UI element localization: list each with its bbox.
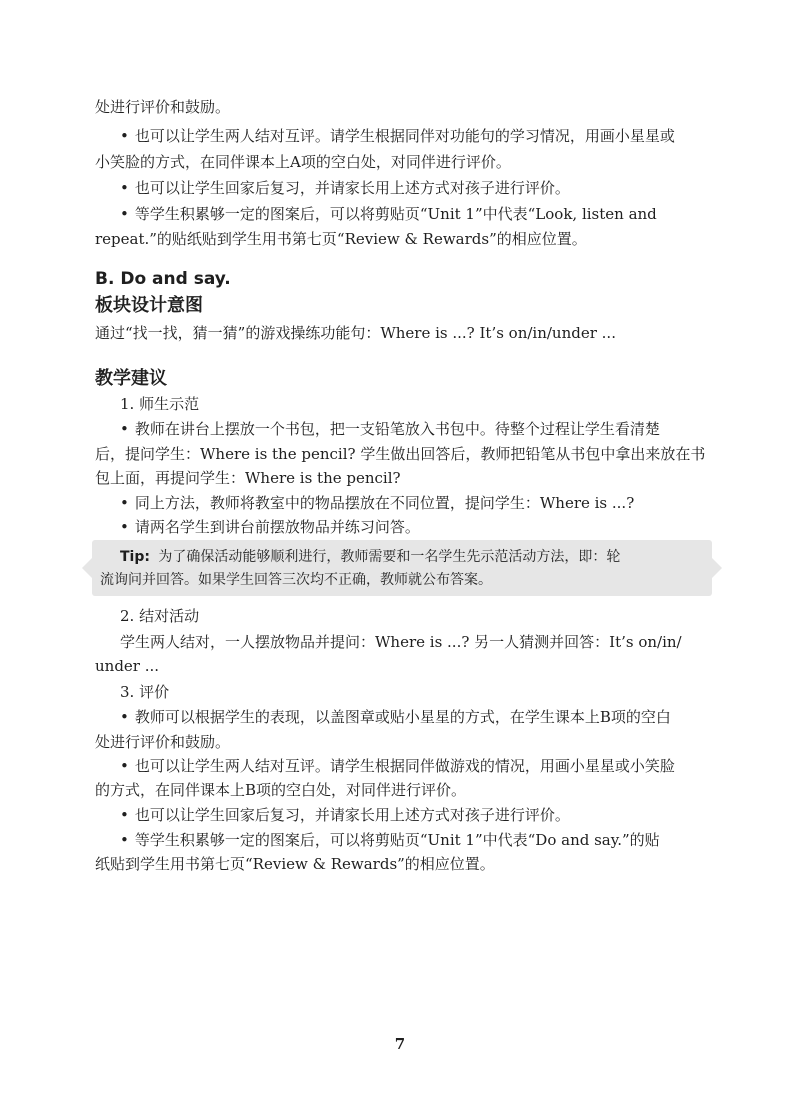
step-title: 2. 结对活动 [120,607,200,625]
bullet-marker: • [120,518,129,536]
bullet-text: 同上方法，教师将教室中的物品摆放在不同位置，提问学生：Where is ...? [134,494,635,512]
paragraph-line: 通过“找一找，猜一猜”的游戏操练功能句：Where is ...? It’s on/in/under ... [95,324,616,342]
bullet-marker: • [120,127,129,145]
bullet-marker: • [120,708,129,726]
bullet-item [120,516,705,538]
bullet-item [120,804,705,826]
paragraph-line: 包上面，再提问学生：Where is the pencil? [95,469,401,487]
bullet-item [120,829,705,851]
bullet-text: 也可以让学生两人结对互评。请学生根据同伴做游戏的情况，用画小星星或小笑脸 [134,757,675,775]
bullet-text: 等学生积累够一定的图案后，可以将剪贴页“Unit 1”中代表“Look, listen and [134,205,657,223]
tip-line [120,546,620,568]
tip-line: 流询问并回答。如果学生回答三次均不正确，教师就公布答案。 [100,572,492,588]
bullet-marker: • [120,831,129,849]
tip-text: 为了确保活动能够顺利进行，教师需要和一名学生先示范活动方法，即：轮 [158,549,621,565]
bullet-item [120,125,705,147]
paragraph-line: 学生两人结对，一人摆放物品并提问：Where is ...? 另一人猜测并回答：It’s on/in/ [120,633,682,651]
bullet-marker: • [120,806,129,824]
bullet-marker: • [120,757,129,775]
bullet-item [120,492,705,514]
design-heading: 板块设计意图 [95,295,203,316]
paragraph-line: 小笑脸的方式，在同伴课本上A项的空白处，对同伴进行评价。 [95,153,511,171]
bullet-item [120,706,705,728]
bullet-item [120,203,705,225]
bullet-item [120,418,705,440]
tip-label: Tip: [120,549,150,565]
page-number: 7 [394,1035,406,1053]
section-title: B. Do and say. [95,269,231,289]
bullet-marker: • [120,205,129,223]
bullet-text: 教师在讲台上摆放一个书包，把一支铅笔放入书包中。待整个过程让学生看清楚 [134,420,660,438]
bullet-text: 教师可以根据学生的表现，以盖图章或贴小星星的方式，在学生课本上B项的空白 [134,708,671,726]
bullet-text: 也可以让学生回家后复习，并请家长用上述方式对孩子进行评价。 [134,806,570,824]
bullet-marker: • [120,179,129,197]
paragraph-line: 纸贴到学生用书第七页“Review & Rewards”的相应位置。 [95,855,495,873]
bullet-item [120,177,705,199]
paragraph-line: 处进行评价和鼓励。 [95,733,231,751]
paragraph-line: 处进行评价和鼓励。 [95,98,231,116]
teaching-heading: 教学建议 [95,368,167,389]
bullet-item [120,755,705,777]
step-title: 1. 师生示范 [120,395,200,413]
paragraph-line: under ... [95,657,160,675]
step-title: 3. 评价 [120,683,170,701]
paragraph-line: repeat.”的贴纸贴到学生用书第七页“Review & Rewards”的相应位置。 [95,230,587,248]
bullet-marker: • [120,494,129,512]
bullet-text: 请两名学生到讲台前摆放物品并练习问答。 [134,518,420,536]
bullet-marker: • [120,420,129,438]
bullet-text: 等学生积累够一定的图案后，可以将剪贴页“Unit 1”中代表“Do and say.”的贴 [134,831,660,849]
tip-box [92,540,712,596]
paragraph-line: 的方式，在同伴课本上B项的空白处，对同伴进行评价。 [95,781,467,799]
bullet-text: 也可以让学生回家后复习，并请家长用上述方式对孩子进行评价。 [134,179,570,197]
bullet-text: 也可以让学生两人结对互评。请学生根据同伴对功能句的学习情况，用画小星星或 [134,127,675,145]
paragraph-line: 后，提问学生：Where is the pencil? 学生做出回答后，教师把铅笔从书包中拿出来放在书 [95,445,705,463]
